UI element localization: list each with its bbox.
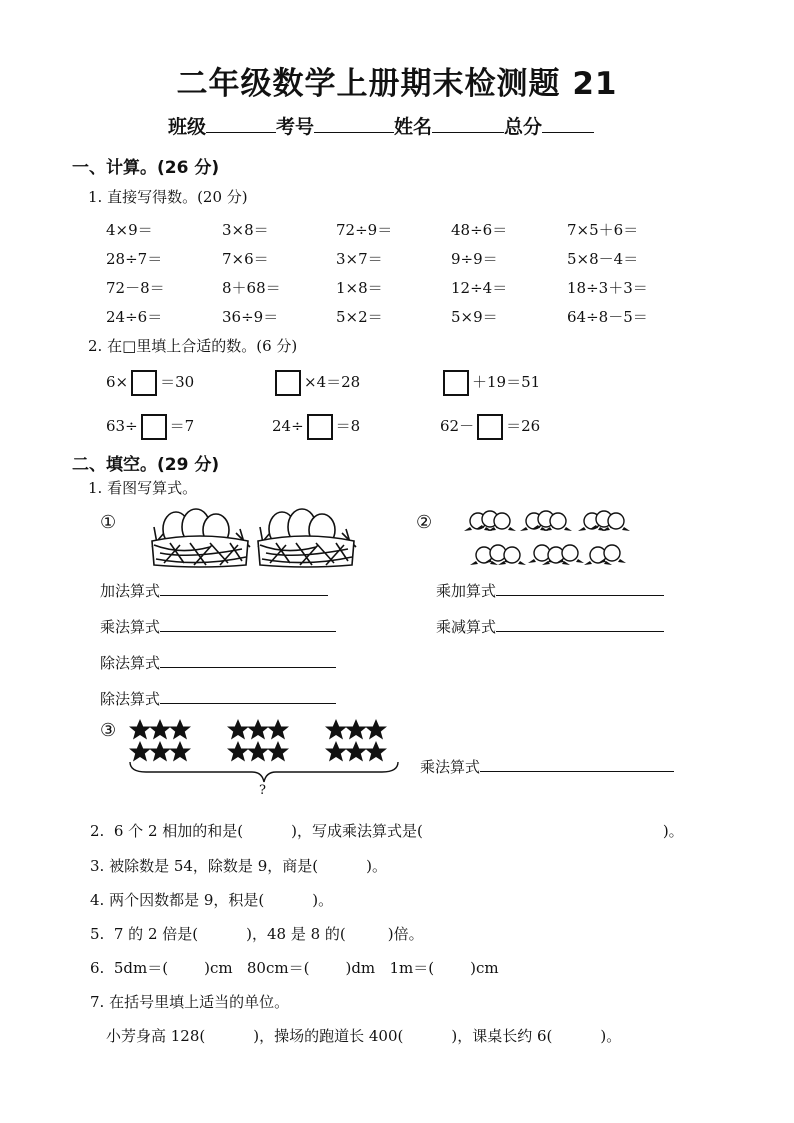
q2-label: 2. 在□里填上合适的数。(6 分) <box>88 337 298 355</box>
brace-question-mark: ? <box>259 783 266 798</box>
q1-label: 1. 直接写得数。(20 分) <box>88 188 248 206</box>
fill-item: 24÷ ＝8 <box>272 414 360 440</box>
star-icon <box>325 719 387 762</box>
calc-item: 12÷4＝ <box>451 279 508 297</box>
brace-icon <box>130 762 398 782</box>
s2-question-6: 6. 5dm＝( )cm 80cm＝( )dm 1m＝( )cm <box>90 959 499 977</box>
calc-item: 7×5＋6＝ <box>567 221 639 239</box>
calc-item: 28÷7＝ <box>106 250 163 268</box>
calc-item: 8＋68＝ <box>222 279 281 297</box>
calc-item: 72－8＝ <box>106 279 165 297</box>
marker-1: ① <box>100 512 117 533</box>
marker-3: ③ <box>100 720 117 741</box>
peach-icon <box>470 545 526 565</box>
mul-expression-row-3: 乘法算式 <box>420 756 674 777</box>
page-title: 二年级数学上册期末检测题 21 <box>176 66 618 102</box>
peach-icon <box>520 511 572 531</box>
fill-item: 62－ ＝26 <box>440 414 540 440</box>
star-group-illustration <box>126 716 416 786</box>
score-label: 总分 <box>504 116 543 138</box>
answer-line[interactable] <box>496 581 664 596</box>
peach-group-illustration <box>464 503 644 575</box>
calc-item: 3×8＝ <box>222 221 269 239</box>
nest-icon <box>258 509 356 567</box>
muladd-expression-row: 乘加算式 <box>436 580 664 601</box>
peach-icon <box>528 545 584 565</box>
answer-box[interactable] <box>477 414 503 440</box>
calc-item: 5×9＝ <box>451 308 498 326</box>
calc-item: 72÷9＝ <box>336 221 393 239</box>
s2-question-7-sentence: 小芳身高 128( )，操场的跑道长 400( )，课桌长约 6( )。 <box>106 1027 622 1045</box>
peach-icon <box>584 545 626 565</box>
calc-item: 5×2＝ <box>336 308 383 326</box>
calc-item: 48÷6＝ <box>451 221 508 239</box>
peach-icon <box>464 511 516 531</box>
answer-line[interactable] <box>160 617 336 632</box>
mulsub-expression-row: 乘减算式 <box>436 616 664 637</box>
div-expression-row: 除法算式 <box>100 688 336 709</box>
answer-line[interactable] <box>160 581 328 596</box>
s2-question-5: 5. 7 的 2 倍是( )，48 是 8 的( )倍。 <box>90 925 424 943</box>
s2-question-3: 3. 被除数是 54，除数是 9，商是( )。 <box>90 857 387 875</box>
s2-question-7-label: 7. 在括号里填上适当的单位。 <box>90 993 290 1011</box>
div-expression-row: 除法算式 <box>100 652 336 673</box>
answer-line[interactable] <box>160 689 336 704</box>
fill-item: ×4＝28 <box>272 370 360 396</box>
fill-item: 6× ＝30 <box>106 370 194 396</box>
class-blank[interactable] <box>206 116 276 133</box>
s2-question-2: 2. 6 个 2 相加的和是( )，写成乘法算式是( )。 <box>90 822 684 840</box>
star-icon <box>227 719 289 762</box>
student-info-line <box>168 112 594 139</box>
calc-item: 64÷8－5＝ <box>567 308 648 326</box>
calc-item: 24÷6＝ <box>106 308 163 326</box>
answer-box[interactable] <box>275 370 301 396</box>
answer-box[interactable] <box>443 370 469 396</box>
marker-2: ② <box>416 512 433 533</box>
section-1-heading: 一、计算。(26 分) <box>72 158 220 178</box>
add-expression-row: 加法算式 <box>100 580 328 601</box>
answer-box[interactable] <box>307 414 333 440</box>
number-blank[interactable] <box>314 116 394 133</box>
score-blank[interactable] <box>542 116 594 133</box>
s2-question-4: 4. 两个因数都是 9，积是( )。 <box>90 891 334 909</box>
s2-q1-label: 1. 看图写算式。 <box>88 479 198 497</box>
calc-item: 36÷9＝ <box>222 308 279 326</box>
answer-line[interactable] <box>160 653 336 668</box>
fill-item: ＋19＝51 <box>440 370 540 396</box>
peach-icon <box>578 511 630 531</box>
calc-item: 5×8－4＝ <box>567 250 639 268</box>
calc-item: 18÷3＋3＝ <box>567 279 648 297</box>
answer-line[interactable] <box>480 757 674 772</box>
answer-box[interactable] <box>131 370 157 396</box>
number-label: 考号 <box>276 116 315 138</box>
mul-expression-row: 乘法算式 <box>100 616 336 637</box>
calc-item: 4×9＝ <box>106 221 153 239</box>
answer-box[interactable] <box>141 414 167 440</box>
class-label: 班级 <box>168 116 207 138</box>
calc-item: 1×8＝ <box>336 279 383 297</box>
calc-item: 9÷9＝ <box>451 250 498 268</box>
star-icon <box>129 719 191 762</box>
nest-icon <box>152 509 250 567</box>
name-label: 姓名 <box>394 116 433 138</box>
name-blank[interactable] <box>432 116 504 133</box>
calc-item: 7×6＝ <box>222 250 269 268</box>
calc-item: 3×7＝ <box>336 250 383 268</box>
fill-item: 63÷ ＝7 <box>106 414 194 440</box>
section-2-heading: 二、填空。(29 分) <box>72 455 220 475</box>
answer-line[interactable] <box>496 617 664 632</box>
egg-nest-illustration <box>150 497 360 569</box>
